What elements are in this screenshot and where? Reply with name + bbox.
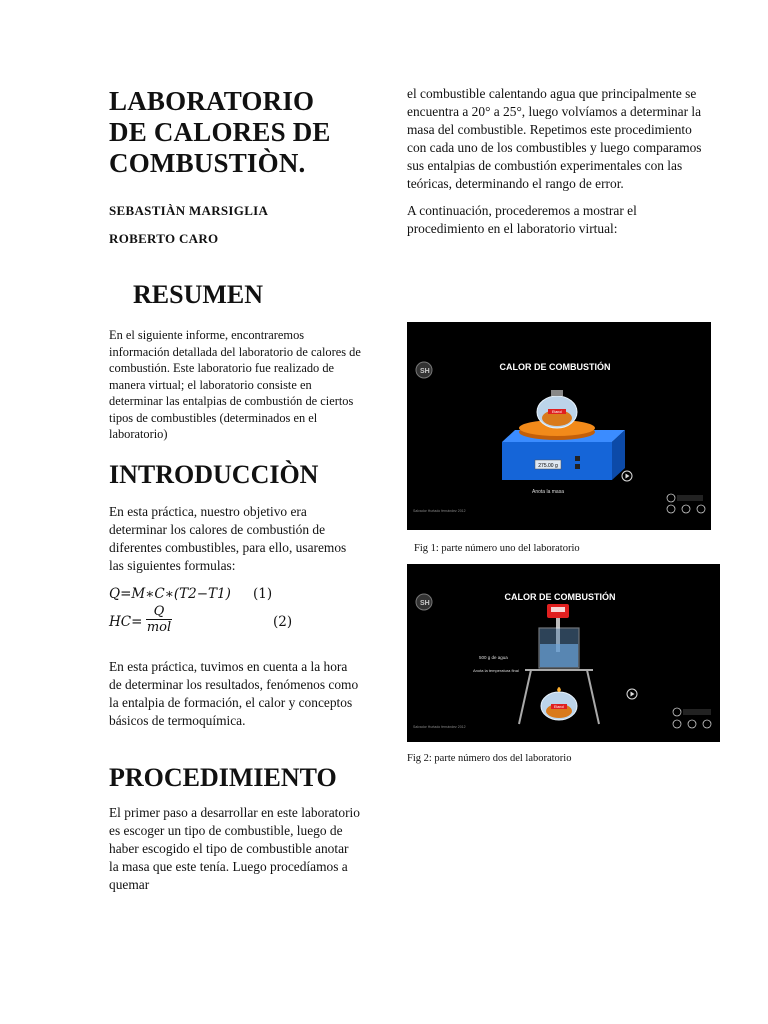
scale-reading: 275.00 g bbox=[538, 463, 558, 469]
svg-text:SH: SH bbox=[420, 600, 430, 607]
introduccion-heading: INTRODUCCIÒN bbox=[109, 459, 319, 489]
figure-2-screen-title: CALOR DE COMBUSTIÓN bbox=[504, 592, 616, 602]
resumen-text: En el siguiente informe, encontraremos información detallada del laboratorio de calores de combustión. Este laboratorio fue realizado de manera virtual; el laboratorio consiste en determinar las entalpias de combustión de ciertos tipos de combustibles (determinados en el laboratorio) bbox=[109, 328, 361, 441]
figure-2 bbox=[407, 564, 720, 742]
fraction-denominator: mol bbox=[146, 619, 172, 635]
figure-1-illustration bbox=[407, 322, 711, 530]
right-column bbox=[407, 85, 711, 238]
figure-2-illustration bbox=[407, 564, 720, 742]
procedimiento-text-left: El primer paso a desarrollar en este laboratorio es escoger un tipo de combustible, luego de haber escogido el tipo de combustible anotar la masa que este tenía. Luego procedíamos a quemar bbox=[109, 804, 360, 892]
fuel-label-2: Etanol bbox=[554, 705, 564, 709]
resumen-heading: RESUMEN bbox=[133, 280, 264, 309]
svg-text:SH: SH bbox=[420, 368, 430, 375]
procedimiento-text-right: el combustible calentando agua que principalmente se encuentra a 20° a 25°, luego volvíamos a determinar la masa del combustible. Repetimos este procedimiento con cada uno de los combustibles y luego comparamos sus entalpias de combustión experimentales con las teóricas, determinando el rango de error. bbox=[407, 86, 702, 191]
figure-2-caption: Fig 2: parte número dos del laboratorio bbox=[407, 753, 572, 764]
procedimiento-heading: PROCEDIMIENTO bbox=[109, 762, 337, 792]
equation-1: Q=M∗C∗(T2−T1) bbox=[109, 585, 231, 602]
introduccion-text-1: En esta práctica, nuestro objetivo era determinar los calores de combustión de diferentes combustibles, para ello, usaremos las siguientes formulas: bbox=[109, 503, 347, 573]
introduccion-text-2: En esta práctica, tuvimos en cuenta a la hora de determinar los resultados, fenómenos como la entalpia de formación, el calor y conceptos básicos de termoquímica. bbox=[109, 658, 359, 728]
figure-1-caption: Fig 1: parte número uno del laboratorio bbox=[414, 543, 580, 554]
figure-2-credit: Salvador Hurtado fernández 2012 bbox=[413, 725, 466, 729]
fraction-numerator: Q bbox=[146, 604, 172, 620]
equation-1-number: (1) bbox=[253, 585, 273, 602]
equation-2-fraction bbox=[146, 604, 172, 636]
left-column bbox=[109, 86, 361, 894]
figure-1-screen-title: CALOR DE COMBUSTIÓN bbox=[499, 362, 611, 372]
figure-1-credit: Salvador Hurtado fernández 2012 bbox=[413, 509, 466, 513]
paper-title: LABORATORIO DE CALORES DE COMBUSTIÒN. bbox=[109, 86, 331, 178]
procedimiento-text-right-2: A continuación, procederemos a mostrar el procedimiento en el laboratorio virtual: bbox=[407, 203, 637, 236]
author-1: SEBASTIÀN MARSIGLIA bbox=[109, 203, 269, 218]
figure-1 bbox=[407, 322, 711, 530]
equations bbox=[109, 585, 361, 647]
fuel-label-1: Etanol bbox=[552, 410, 562, 414]
temp-label: Anota la temperatura final bbox=[473, 668, 519, 673]
author-2: ROBERTO CARO bbox=[109, 231, 219, 246]
figure-1-bottom-label: Anota la masa bbox=[532, 489, 564, 495]
water-label: 500 g de agua bbox=[479, 655, 508, 660]
equation-2-number: (2) bbox=[273, 613, 293, 630]
equation-2-lhs: HC= bbox=[109, 613, 143, 630]
